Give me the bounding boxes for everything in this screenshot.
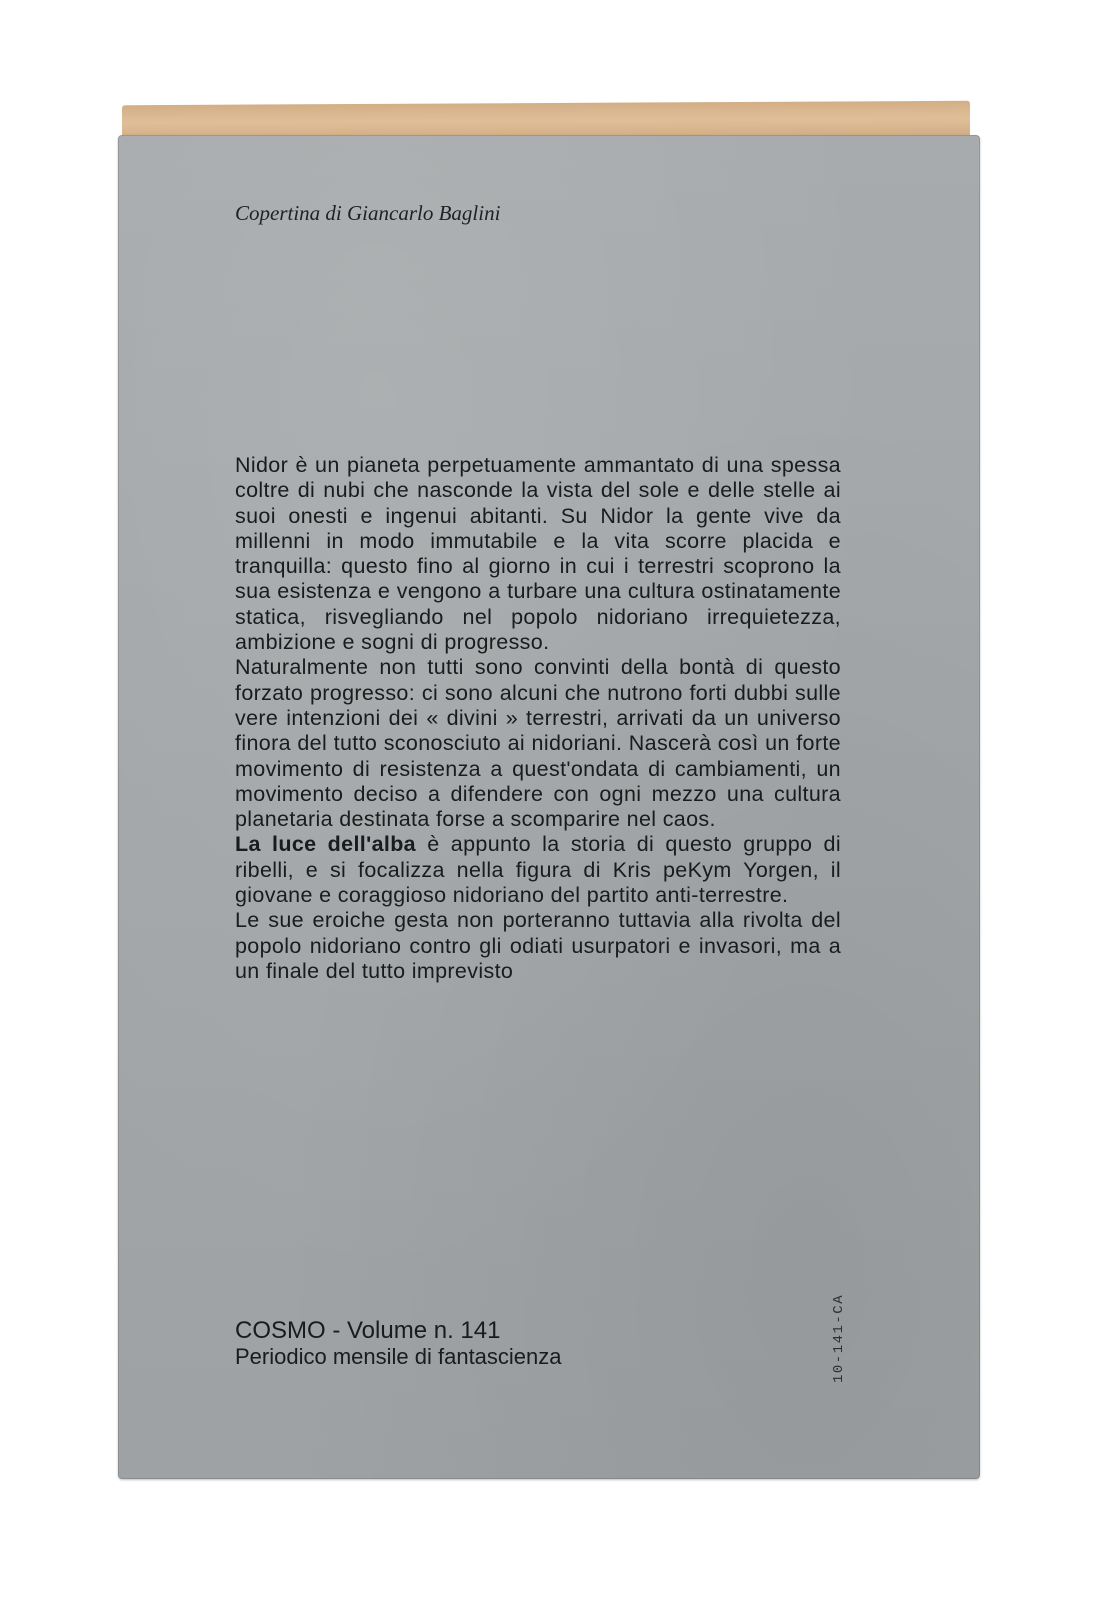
blurb-paragraph-2: Naturalmente non tutti sono convinti della bontà di questo forzato progresso: ci sono alcuni che nutrono forti dubbi sulle vere intenzioni dei « divini » terrestri, arrivati da un universo finora del tutto sconosciuto ai nidoriani. Nascerà così un forte movimento di resistenza a quest'ondata di cambiamenti, un movimento deciso a difendere con ogni mezzo una cultura planetaria destinata forse a scomparire nel caos. [235, 655, 841, 832]
blurb-paragraph-3-text: è appunto la storia di questo gruppo di ribelli, e si focalizza nella figura di Kris peKym Yorgen, il giovane e coraggioso nidoriano del partito anti-terrestre. [235, 832, 841, 908]
catalog-code: 10-141-CA [831, 1293, 847, 1383]
blurb-paragraph-4: Le sue eroiche gesta non porteranno tuttavia alla rivolta del popolo nidoriano contro gli odiati usurpatori e invasori, ma a un finale del tutto imprevisto [235, 908, 841, 983]
back-cover [118, 135, 980, 1479]
blurb-paragraph-1: Nidor è un pianeta perpetuamente ammantato di una spessa coltre di nubi che nasconde la vista del sole e delle stelle ai suoi onesti e ingenui abitanti. Su Nidor la gente vive da millenni in modo immutabile e la vita scorre placida e tranquilla: questo fino al giorno in cui i terrestri scoprono la sua esistenza e vengono a turbare una cultura ostinatamente statica, risvegliando nel popolo nidoriano irrequietezza, ambizione e sogni di progresso. [235, 453, 841, 655]
series-description: Periodico mensile di fantascienza [235, 1344, 562, 1369]
series-volume: COSMO - Volume n. 141 [235, 1317, 501, 1344]
blurb-text [235, 453, 841, 984]
blurb-paragraph-3 [235, 832, 841, 908]
book-title: La luce dell'alba [235, 832, 416, 857]
imprint [235, 1317, 562, 1370]
cover-credit: Copertina di Giancarlo Baglini [235, 201, 501, 225]
